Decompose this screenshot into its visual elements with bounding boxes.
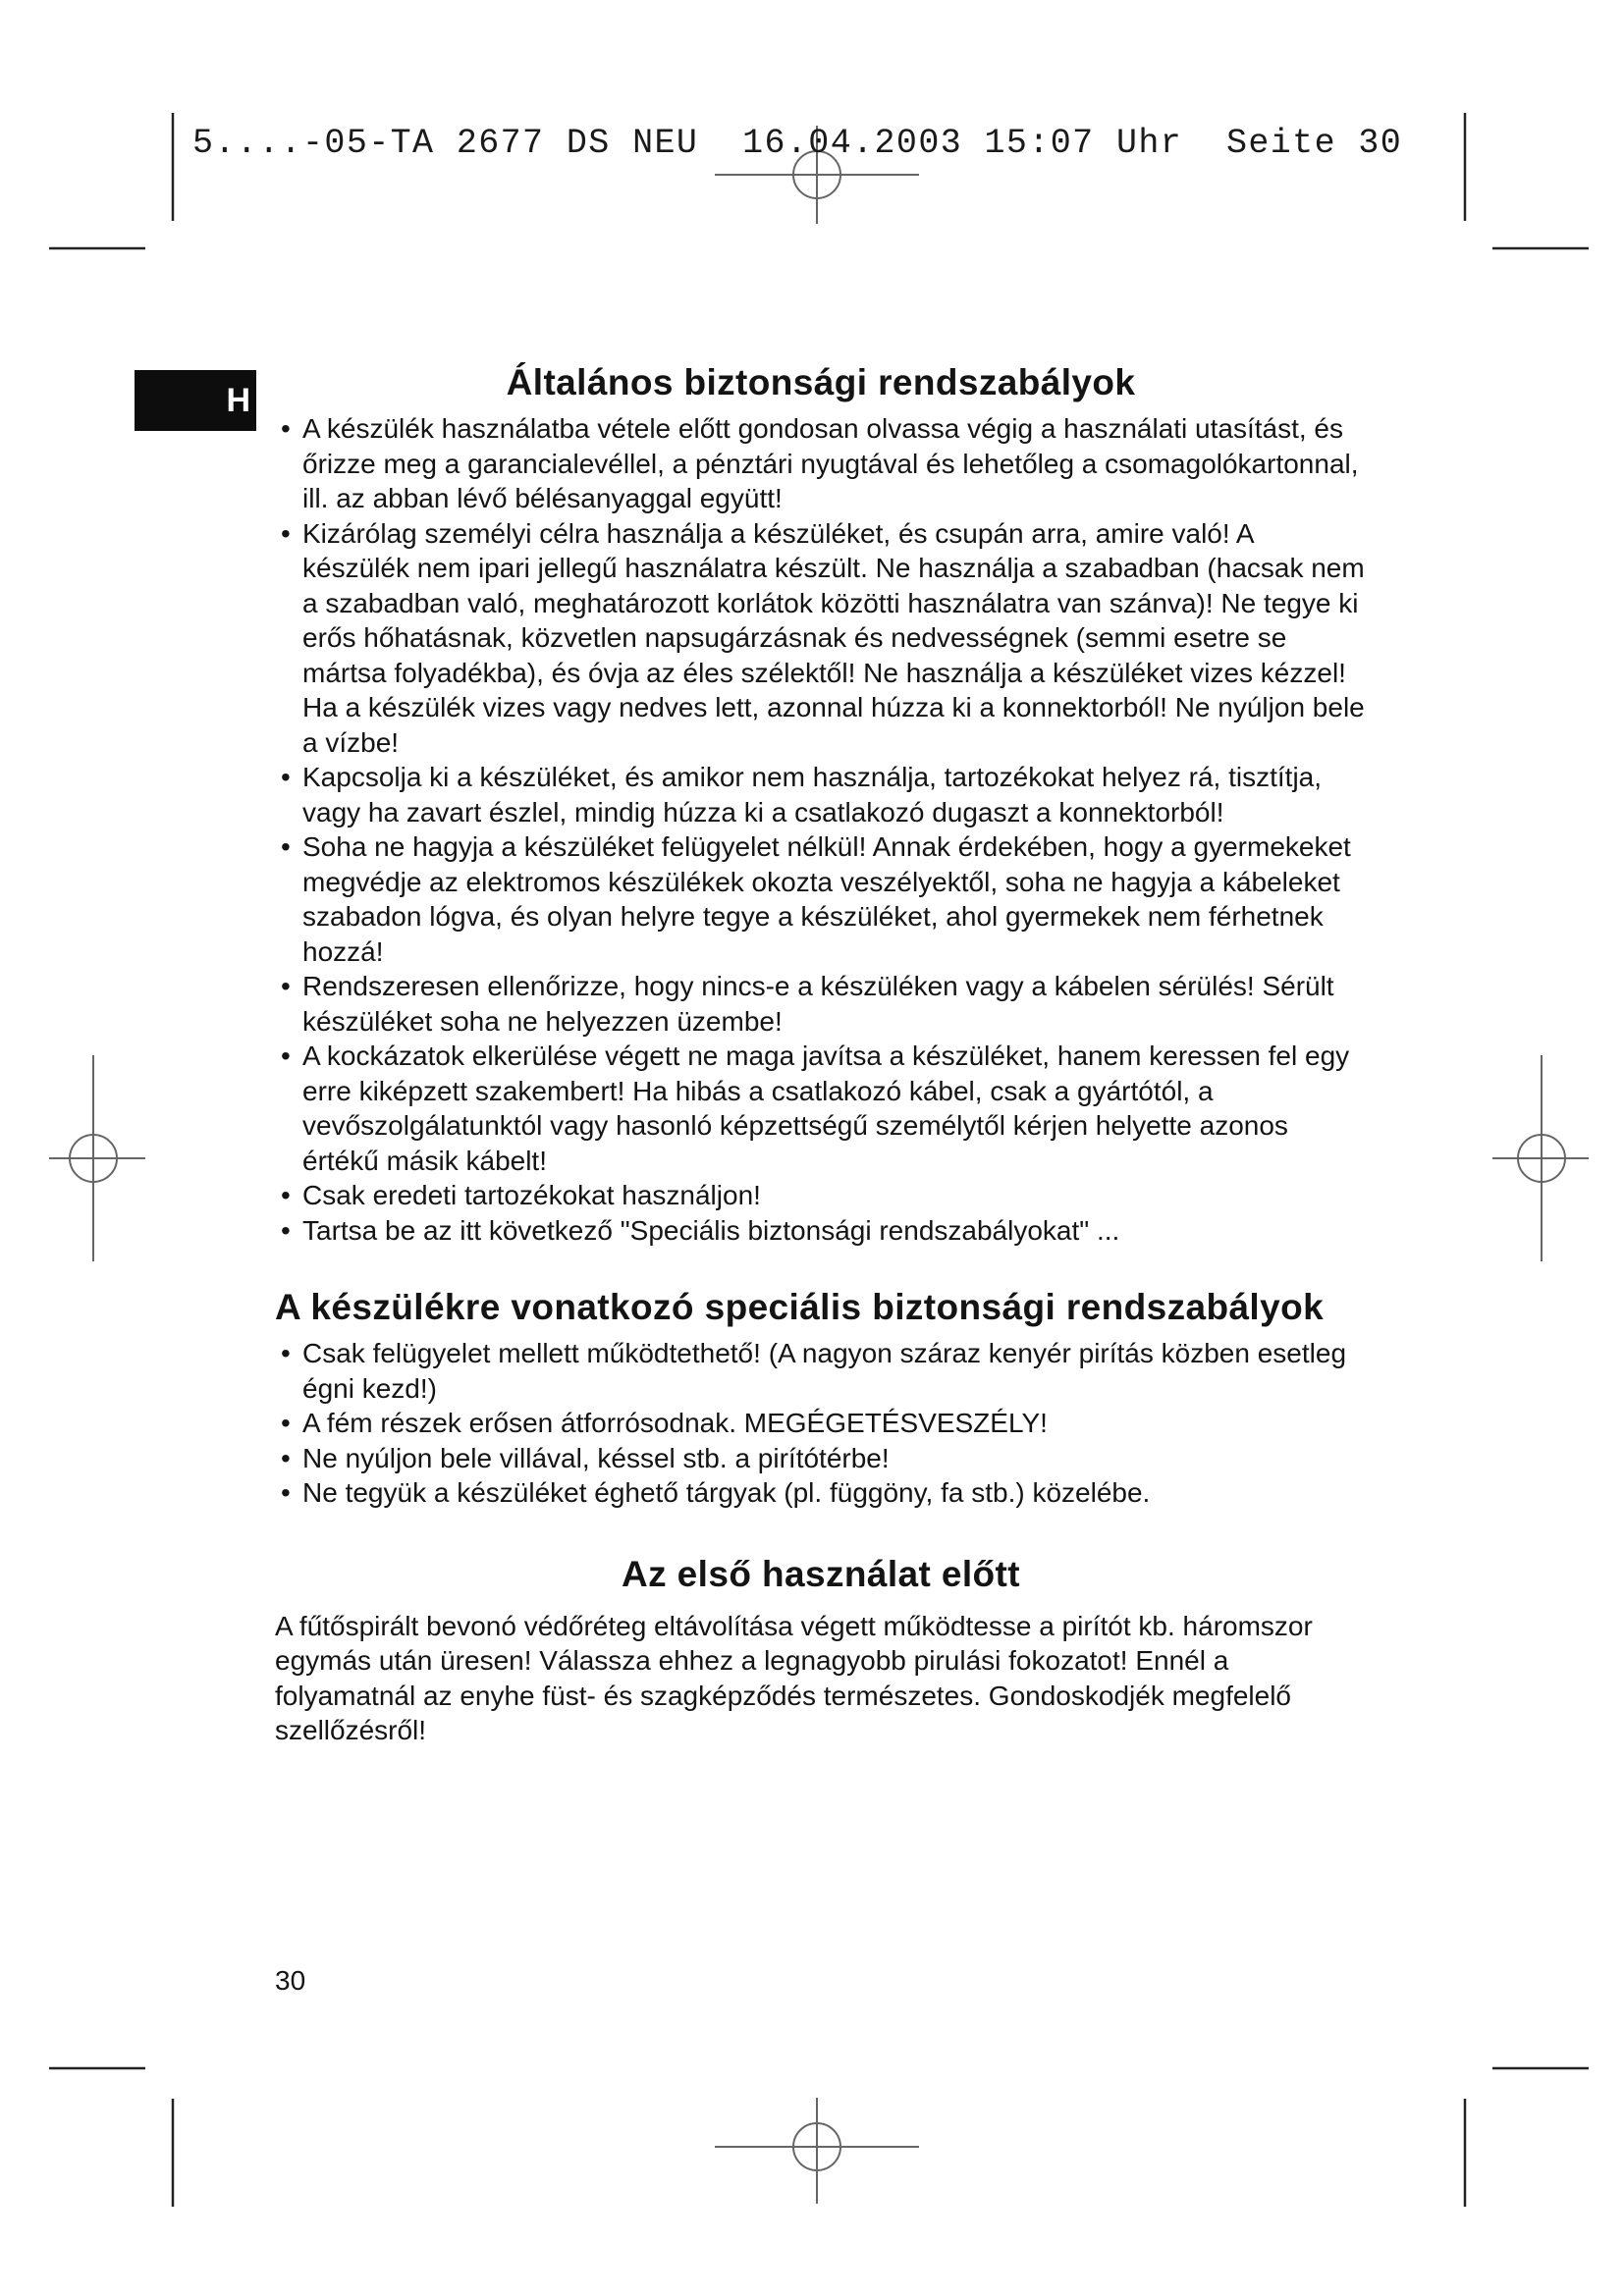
language-tab: [135, 370, 256, 431]
list-item: • A készülék használatba vétele előtt gondosan olvassa végig a használati utasítást, és őrizze meg a garancialevéllel, a pénztári nyugtával és lehetőleg a csomagolókartonnal, ill. az abban lévő bélésanyaggal együtt!: [275, 411, 1367, 516]
list-item: • Csak eredeti tartozékokat használjon!: [275, 1178, 1367, 1213]
registration-mark-left: [49, 1055, 145, 1261]
page-number: 30: [275, 1965, 306, 1996]
special-safety-list: [275, 1336, 1367, 1511]
registration-mark-bottom: [715, 2098, 919, 2204]
list-item: • Rendszeresen ellenőrizze, hogy nincs-e a készüléken vagy a kábelen sérülés! Sérült készüléket soha ne helyezzen üzembe!: [275, 969, 1367, 1039]
list-item: • Ne nyúljon bele villával, késsel stb. a pirítótérbe!: [275, 1441, 1367, 1476]
list-item: • A fém részek erősen átforrósodnak. MEGÉGETÉSVESZÉLY!: [275, 1406, 1367, 1441]
language-tab-label: H: [226, 381, 250, 419]
first-use-paragraph: A fűtőspirált bevonó védőréteg eltávolítása végett működtesse a pirítót kb. háromszor egymás után üresen! Válassza ehhez a legnagyobb pirulási fokozatot! Ennél a folyamatnál az enyhe füst- és szagképződés természetes. Gondoskodjék megfelelő szellőzésről!: [275, 1610, 1313, 1745]
list-item: • Kapcsolja ki a készüléket, és amikor nem használja, tartozékokat helyez rá, tisztítja, vagy ha zavart észlel, mindig húzza ki a csatlakozó dugaszt a konnektorból!: [275, 760, 1367, 829]
registration-mark-right: [1492, 1055, 1589, 1261]
section-title-general-safety: Általános biztonsági rendszabályok: [506, 362, 1136, 402]
print-slug: 5....-05-TA 2677 DS NEU 16.04.2003 15:07 Uhr Seite 30: [192, 124, 1403, 163]
section-title-special-safety: A készülékre vonatkozó speciális biztonsági rendszabályok: [275, 1287, 1325, 1327]
page-content: [275, 358, 1367, 1748]
section-title-first-use: Az első használat előtt: [621, 1553, 1020, 1594]
list-item: • Soha ne hagyja a készüléket felügyelet nélkül! Annak érdekében, hogy a gyermekeket megvédje az elektromos készülékek okozta veszélyektől, soha ne hagyja a kábeleket szabadon lógva, és olyan helyre tegye a készüléket, ahol gyermekek nem férhetnek hozzá!: [275, 829, 1367, 969]
list-item: • Kizárólag személyi célra használja a készüléket, és csupán arra, amire való! A készülék nem ipari jellegű használatra készült. Ne használja a szabadban (hacsak nem a szabadban való, meghatározott korlátok közötti használatra van szánva)! Ne tegye ki erős hőhatásnak, közvetlen napsugárzásnak és nedvességnek (semmi esetre se mártsa folyadékba), és óvja az éles szélektől! Ne használja a készüléket vizes kézzel! Ha a készülék vizes vagy nedves lett, azonnal húzza ki a konnektorból! Ne nyúljon bele a vízbe!: [275, 516, 1367, 761]
list-item: • A kockázatok elkerülése végett ne maga javítsa a készüléket, hanem keressen fel egy erre kiképzett szakembert! Ha hibás a csatlakozó kábel, csak a gyártótól, a vevőszolgálatunktól vagy hasonló képzettségű személytől kérjen helyette azonos értékű másik kábelt!: [275, 1039, 1367, 1178]
general-safety-list: [275, 411, 1367, 1248]
list-item: • Ne tegyük a készüléket éghető tárgyak (pl. függöny, fa stb.) közelébe.: [275, 1475, 1367, 1511]
list-item: • Tartsa be az itt következő "Speciális biztonsági rendszabályokat" ...: [275, 1213, 1367, 1249]
list-item: • Csak felügyelet mellett működtethető! (A nagyon száraz kenyér pirítás közben esetleg égni kezd!): [275, 1336, 1367, 1406]
